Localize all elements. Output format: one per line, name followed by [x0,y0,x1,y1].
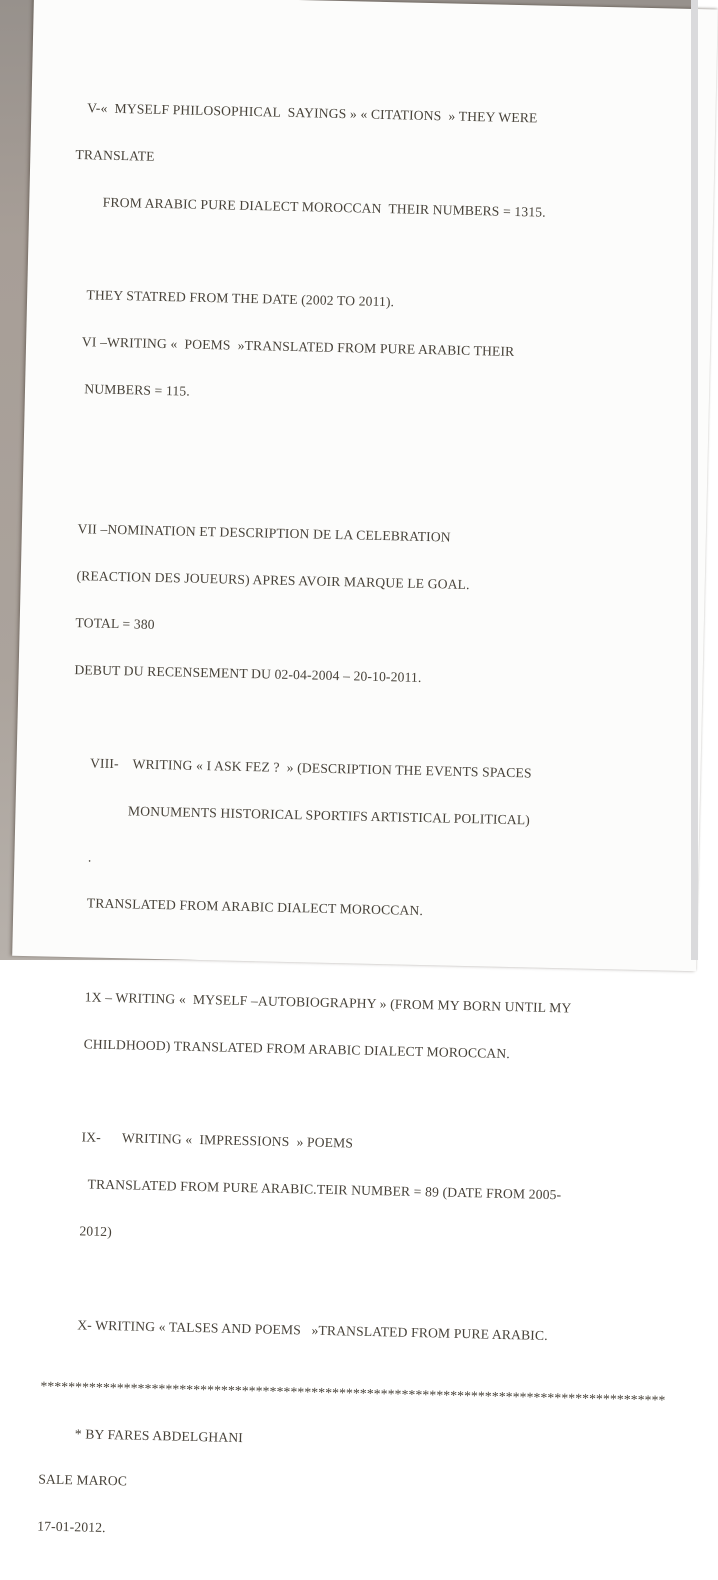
text-line: TOTAL = 380 [57,614,155,632]
document-text-block [36,69,690,1580]
text-line: THEY STATRED FROM THE DATE (2002 TO 2011). [65,287,395,310]
text-line: TRANSLATED FROM PURE ARABIC.TEIR NUMBER = 89 (DATE FROM 2005- [44,1175,562,1203]
text-line: FROM ARABIC PURE DIALECT MOROCCAN THEIR NUMBERS = 1315. [67,193,546,220]
text-line: TRANSLATE [68,146,155,164]
text-line [47,1082,667,1112]
text-line: V-« MYSELF PHILOSOPHICAL SAYINGS » « CITATIONS » THEY WERE [69,100,538,126]
text-line: 1X – WRITING « MYSELF –AUTOBIOGRAPHY » (FROM MY BORN UNTIL MY [49,988,572,1016]
document-page [12,0,718,1536]
scanner-edge-band [691,0,698,960]
text-line: VII –NOMINATION ET DESCRIPTION DE LA CELEBRATION [59,520,451,545]
place-line: SALE MAROC [38,1471,128,1489]
author-line: * BY FARES ABDELGHANI [39,1425,244,1445]
text-line: . [52,848,92,865]
text-line [43,1269,663,1299]
text-line: X- WRITING « TALSES AND POEMS »TRANSLATED FROM PURE ARABIC. [41,1316,548,1343]
asterisk-separator-line: ****************************************************************************************** [40,1362,666,1408]
text-line: TRANSLATED FROM ARABIC DIALECT MOROCCAN. [51,895,424,919]
text-line [50,942,670,972]
text-line [61,474,681,504]
text-line: 2012) [43,1222,113,1240]
text-line: IX- WRITING « IMPRESSIONS » POEMS [45,1128,354,1151]
text-line [55,708,675,738]
date-line: 17-01-2012. [37,1518,106,1536]
text-line: NUMBERS = 115. [62,380,191,399]
text-line: VIII- WRITING « I ASK FEZ ? » (DESCRIPTION THE EVENTS SPACES [54,754,532,781]
text-line: VI –WRITING « POEMS »TRANSLATED FROM PURE ARABIC THEIR [63,333,515,360]
text-line: DEBUT DU RECENSEMENT DU 02-04-2004 – 20-10-2011. [56,661,422,685]
text-line [66,240,686,270]
text-line: (REACTION DES JOUEURS) APRES AVOIR MARQUE LE GOAL. [58,567,470,593]
text-line: MONUMENTS HISTORICAL SPORTIFS ARTISTICAL POLITICAL) [53,801,531,828]
text-line: CHILDHOOD) TRANSLATED FROM ARABIC DIALECT MOROCCAN. [48,1035,511,1061]
text-line [62,427,682,457]
